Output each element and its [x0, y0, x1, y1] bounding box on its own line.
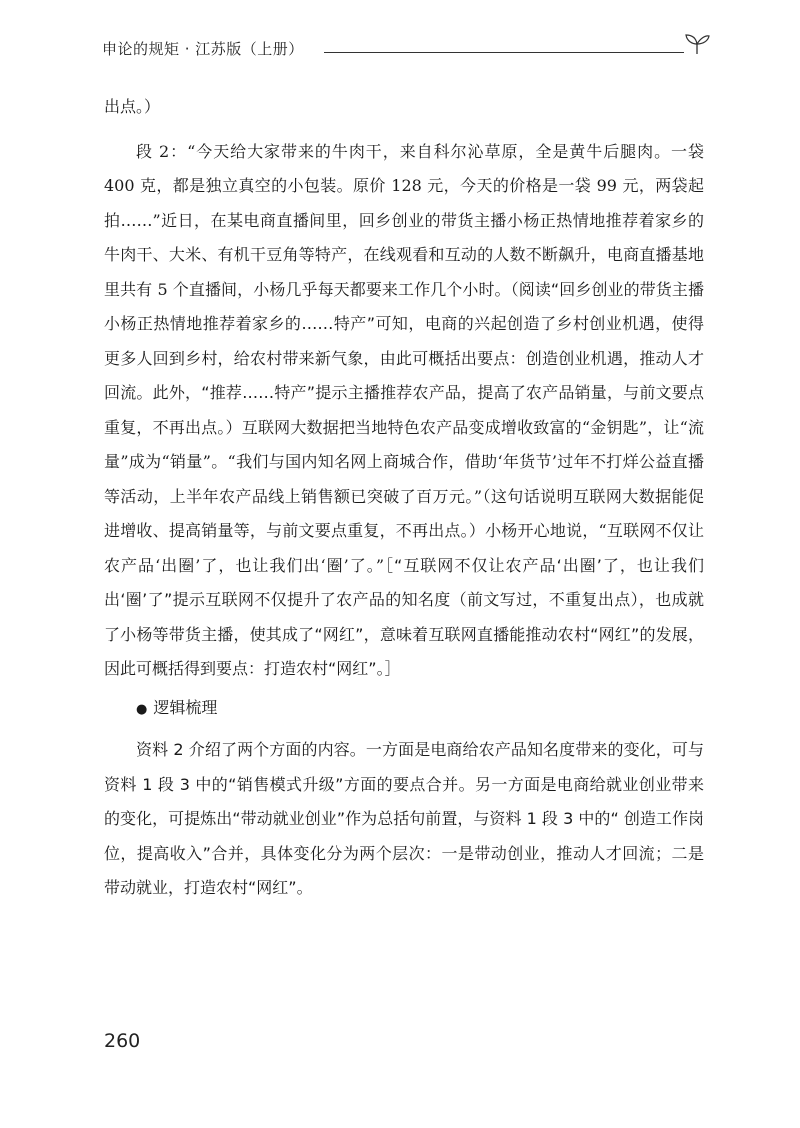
body-text — [104, 90, 704, 906]
sprout-icon — [684, 32, 710, 56]
intro-line: 出点。） — [104, 97, 161, 116]
analysis-note: （阅读“回乡创业的带货主播小杨正热情地推荐着家乡的……特产”可知，电商的兴起创造了乡村创业机遇，使得更多人回到乡村，给农村带来新气象，由此可概括出要点：创造创业机遇，推动人才回流。此外，“推荐……特产”提示主播推荐农产品，提高了农产品销量，与前文要点重复，不再出点。） — [104, 279, 704, 437]
running-header — [102, 32, 714, 62]
section-heading — [104, 691, 704, 728]
summary-paragraph: 资料 2 介绍了两个方面的内容。一方面是电商给农产品知名度带来的变化，可与资料 1 段 3 中的“销售模式升级”方面的要点合并。另一方面是电商给就业创业带来的变化，可提炼出“带动就业创业”作为总括句前置，与资料 1 段 3 中的“ 创造工作岗位，提高收入”合并，具体变化分为两个层次：一是带动创业，推动人才回流；二是带动就业，打造农村“网红”。 — [104, 740, 704, 897]
header-rule — [324, 52, 684, 53]
bullet-icon: ● — [136, 701, 148, 717]
analysis-note: ［“互联网不仅让农产品‘出圈’了，也让我们出‘圈’了”提示互联网不仅提升了农产品的知名度（前文写过，不重复出点），也成就了小杨等带货主播，使其成了“网红”，意味着互联网直播能推动农村“网红”的发展，因此可概括得到要点：打造农村“网红”。］ — [104, 555, 704, 678]
page-number: 260 — [104, 1030, 141, 1052]
source-text: 小杨开心地说，“互联网不仅让农产品‘出圈’了，也让我们出‘圈’了。” — [104, 521, 704, 575]
paragraph-duan2 — [104, 135, 704, 687]
analysis-note: （这句话说明互联网大数据能促进增收、提高销量等，与前文要点重复，不再出点。） — [104, 486, 704, 540]
header-title: 申论的规矩 · 江苏版（上册） — [102, 40, 304, 58]
source-text: 段 2：“今天给大家带来的牛肉干，来自科尔沁草原，全是黄牛后腿肉。一袋 400 克，都是独立真空的小包装。原价 128 元，今天的价格是一袋 99 元，两袋起拍……”近日，在某电商直播间里，回乡创业的带货主播小杨正热情地推荐着家乡的牛肉干、大米、有机干豆角等特产，在线观看和互动的人数不断飙升，电商直播基地里共有 5 个直播间，小杨几乎每天都要来工作几个小时。 — [104, 141, 704, 299]
source-text: 互联网大数据把当地特色农产品变成增收致富的“金钥匙”，让“流量”成为“销量”。“我们与国内知名网上商城合作，借助‘年货节’过年不打烊公益直播等活动，上半年农产品线上销售额已突破了百万元。” — [104, 417, 704, 506]
section-heading-label: 逻辑梳理 — [153, 697, 218, 717]
